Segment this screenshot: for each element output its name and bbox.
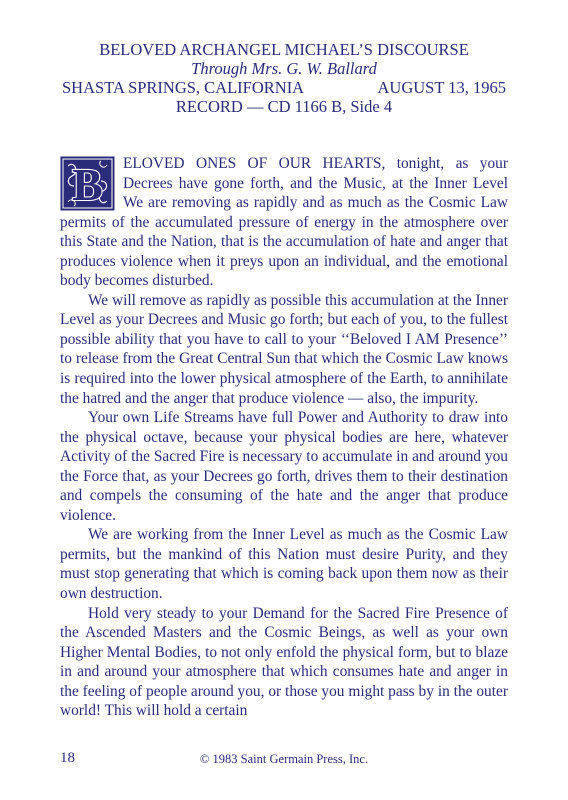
paragraph-3: Your own Life Streams have full Power and Authority to draw into the physical octave, because your physical bodies are here, whatever Activity of the Sacred Fire is necessary to accumulate in and around you the Force that, as your Decrees go forth, drives them to their destination and compels the consuming of the hate and the anger that produce violence. xyxy=(60,409,508,524)
page-header xyxy=(0,40,568,116)
discourse-body xyxy=(60,154,508,721)
paragraph-5: Hold very steady to your Demand for the Sacred Fire Presence of the Ascended Masters and the Cosmic Beings, as well as your own Higher Mental Bodies, to not only enfold the physical form, but to blaze in and around your atmosphere that which consumes hate and anger in the feeling of people around you, or those you might pass by in the outer world! This will hold a certain xyxy=(60,604,508,720)
discourse-date: AUGUST 13, 1965 xyxy=(377,78,506,97)
paragraph-4: We are working from the Inner Level as much as the Cosmic Law permits, but the mankind of this Nation must desire Purity, and they must stop generating that which is coming back upon them now as their own destruction. xyxy=(60,526,508,603)
discourse-location: SHASTA SPRINGS, CALIFORNIA xyxy=(62,78,305,97)
paragraph-2: We will remove as rapidly as possible this accumulation at the Inner Level as your Decrees and Music go forth; but each of you, to the fullest possible ability that you have to call to your ‘‘Beloved I AM Presence’’ to release from the Great Central Sun that which the Cosmic Law knows is required into the lower physical atmosphere of the Earth, to annihilate the hatred and the anger that produce violence — also, the impurity. xyxy=(60,291,508,407)
discourse-title: BELOVED ARCHANGEL MICHAEL’S DISCOURSE xyxy=(99,40,469,59)
dropcap-letter: B xyxy=(72,159,103,210)
paragraph-1: B ELOVED ONES OF OUR HEARTS, tonight, as your Decrees have gone forth, and the Music, at the Inner Level We are removing as rapidly and as much as the Cosmic Law permits of the accumulated pressure of energy in the atmosphere over this State and the Nation, that is the accumulation of hate and anger that produces violence when it preys upon an individual, and the emotional body becomes disturbed. xyxy=(60,155,508,290)
ornamental-dropcap xyxy=(60,156,115,211)
dropcap-ornament-icon xyxy=(60,156,115,211)
copyright-notice: © 1983 Saint Germain Press, Inc. xyxy=(199,752,369,766)
location-date-line xyxy=(0,78,568,97)
record-reference: RECORD — CD 1166 B, Side 4 xyxy=(175,97,393,116)
discourse-subtitle: Through Mrs. G. W. Ballard xyxy=(191,59,377,78)
page-number: 18 xyxy=(60,750,75,766)
